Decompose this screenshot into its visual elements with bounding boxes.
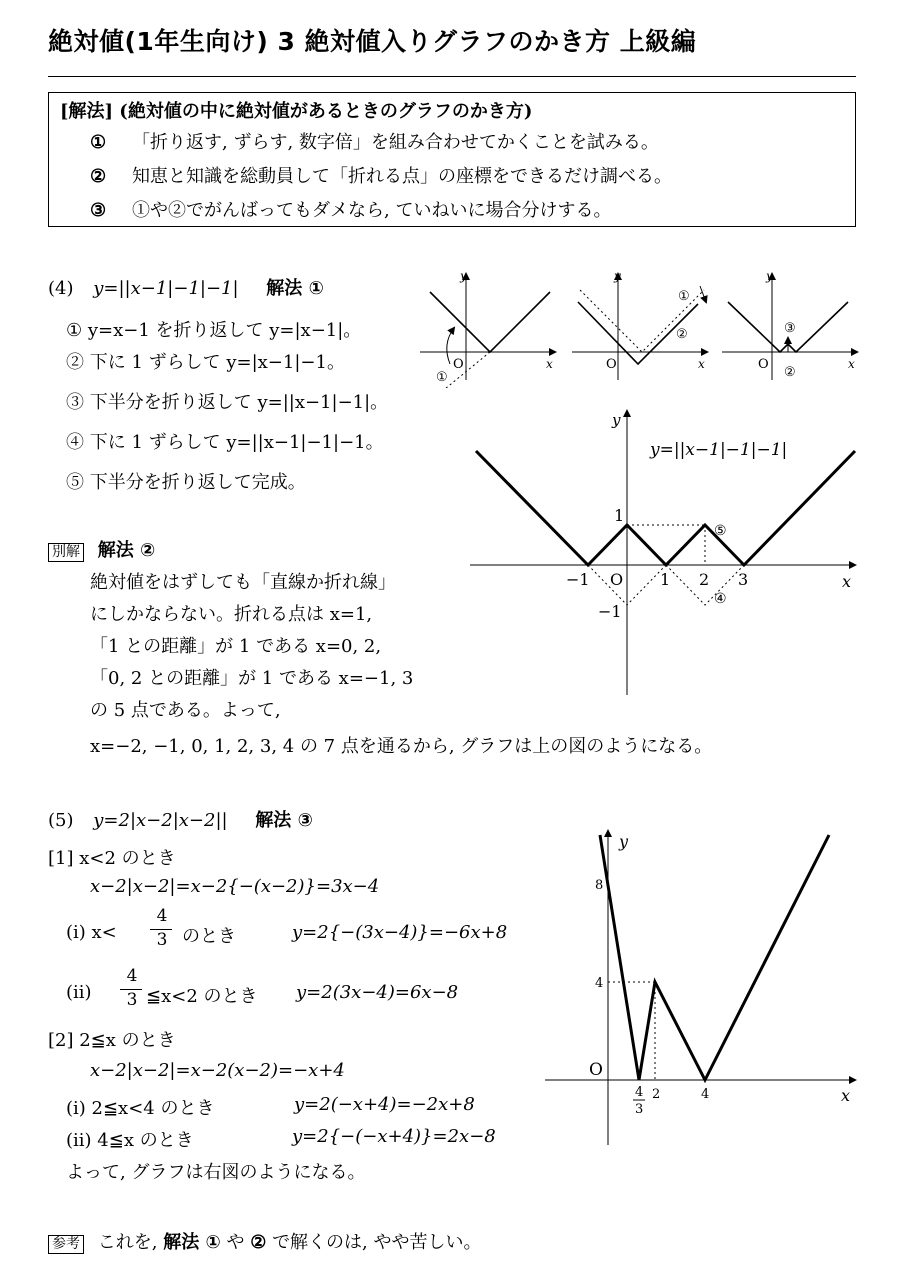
axis-y-label: y: [612, 411, 621, 429]
note: [48, 1228, 482, 1254]
case1-i-text: (i) x<: [66, 922, 117, 943]
case1-expression: x−2|x−2|=x−2{−(x−2)}=3x−4: [90, 876, 380, 897]
mark-4: ④: [714, 591, 727, 607]
case2-ii: (ii) 4≦x のとき: [66, 1130, 194, 1151]
tick-x-2: 2: [652, 1087, 661, 1102]
step-graph-2: [572, 269, 707, 380]
frac-num: 4: [156, 906, 168, 926]
mark-5: ⑤: [714, 523, 727, 539]
alt-line-1: 絶対値をはずしても「直線か折れ線」: [90, 572, 396, 593]
conclusion: よって, グラフは右図のようになる。: [66, 1162, 366, 1183]
method-item-1: [90, 128, 659, 154]
tick-y-4: 4: [595, 976, 604, 991]
method-item-2: [90, 162, 672, 188]
origin-label: O: [589, 1060, 603, 1080]
alt-line-4: 「0, 2 との距離」が 1 である x=−1, 3: [90, 668, 414, 689]
step-graphs: [420, 268, 860, 388]
note-text-a: これを,: [97, 1232, 158, 1253]
axis-x-label: x: [841, 1086, 851, 1105]
step-mark: ②: [676, 327, 688, 342]
problem4-header: [48, 274, 324, 300]
case2-i-result: y=2(−x+4)=−2x+8: [294, 1094, 475, 1115]
problem4-step-4: ④ 下に 1 ずらして y=||x−1|−1|−1。: [66, 432, 384, 453]
case1-i-tail: のとき: [182, 926, 236, 947]
problem4-label: (4): [48, 278, 74, 299]
alt-line-6: x=−2, −1, 0, 1, 2, 3, 4 の 7 点を通るから, グラフは上の図のようになる。: [90, 736, 713, 757]
tick-x-frac-num: 4: [635, 1085, 644, 1100]
problem4-equation: y=||x−1|−1|−1|: [93, 278, 239, 299]
tick-x-3: 3: [738, 570, 749, 589]
problem4-step-1: ① y=x−1 を折り返して y=|x−1|。: [66, 320, 362, 341]
note-text-e: で解くのは, やや苦しい。: [272, 1232, 482, 1253]
axis-y-label: y: [766, 269, 773, 283]
axis-x-label: x: [842, 572, 852, 591]
tick-x-1: 1: [660, 570, 671, 589]
problem4-step-3: ③ 下半分を折り返して y=||x−1|−1|。: [66, 392, 389, 413]
axis-x-label: x: [546, 357, 553, 371]
case1-i-result: y=2{−(3x−4)}=−6x+8: [292, 922, 508, 943]
origin-label: O: [758, 357, 769, 372]
method-item-text: 「折り返す, ずらす, 数字倍」を組み合わせてかくことを試みる。: [132, 132, 659, 153]
step-mark: ①: [436, 370, 448, 385]
method-item-text: 知恵と知識を総動員して「折れる点」の座標をできるだけ調べる。: [132, 166, 672, 187]
problem4-method: 解法 ①: [266, 278, 324, 299]
alt-solution-header: [48, 536, 155, 562]
problem4-graph: [470, 405, 860, 700]
graph-label: y=||x−1|−1|−1|: [650, 440, 788, 460]
tick-x-frac-den: 3: [635, 1102, 644, 1117]
problem5-equation: y=2|x−2|x−2||: [93, 810, 228, 831]
case1-heading: [1] x<2 のとき: [48, 848, 176, 869]
problem5-graph: [545, 825, 860, 1147]
case1-ii-result: y=2(3x−4)=6x−8: [296, 982, 459, 1003]
frac-den: 3: [156, 930, 168, 950]
problem4-step-5: ⑤ 下半分を折り返して完成。: [66, 472, 306, 493]
origin-label: O: [606, 357, 617, 372]
alt-line-2: にしかならない。折れる点は x=1,: [90, 604, 373, 625]
method-item-text: ①や②でがんばってもダメなら, ていねいに場合分けする。: [132, 200, 612, 221]
title-rule: [48, 76, 856, 77]
origin-label: O: [453, 357, 464, 372]
frac-den: 3: [126, 990, 138, 1010]
axis-y-label: y: [619, 832, 629, 851]
note-text-c: や: [226, 1232, 245, 1253]
problem5-method: 解法 ③: [255, 810, 313, 831]
tick-y-neg1: −1: [598, 602, 622, 621]
problem4-step-2: ② 下に 1 ずらして y=|x−1|−1。: [66, 352, 345, 373]
tick-y-8: 8: [595, 878, 604, 893]
step-mark: ③: [784, 321, 796, 336]
alt-line-3: 「1 との距離」が 1 である x=0, 2,: [90, 636, 382, 657]
tick-x-neg1: −1: [566, 570, 590, 589]
problem5-label: (5): [48, 810, 74, 831]
tick-x-2: 2: [699, 570, 710, 589]
tick-x-4: 4: [701, 1087, 710, 1102]
problem5-header: [48, 806, 313, 832]
method-item-number: ①: [90, 132, 107, 153]
step-graph-3: [722, 269, 857, 380]
note-tag: 参考: [48, 1235, 84, 1254]
axis-y-label: y: [614, 269, 621, 283]
case2-ii-result: y=2{−(−x+4)}=2x−8: [292, 1126, 496, 1147]
page-title: 絶対値(1年生向け) 3 絶対値入りグラフのかき方 上級編: [48, 27, 697, 56]
step-mark: ①: [678, 289, 690, 304]
alt-solution-method: 解法 ②: [97, 540, 156, 561]
step-mark: ②: [784, 365, 796, 380]
method-item-number: ③: [90, 200, 107, 221]
case2-heading: [2] 2≦x のとき: [48, 1030, 176, 1051]
step-graph-1: [420, 269, 555, 388]
axis-y-label: y: [460, 269, 467, 283]
case1-i-heading: [66, 922, 117, 943]
axis-x-label: x: [848, 357, 855, 371]
alt-line-5: の 5 点である。よって,: [90, 700, 281, 721]
alt-solution-tag: 別解: [48, 543, 84, 562]
case2-expression: x−2|x−2|=x−2(x−2)=−x+4: [90, 1060, 345, 1081]
axis-x-label: x: [698, 357, 705, 371]
case2-i: (i) 2≦x<4 のとき: [66, 1098, 215, 1119]
tick-origin: O: [610, 570, 624, 589]
case1-ii-tail: ≦x<2 のとき: [146, 986, 258, 1007]
method-box-heading: [解法] (絶対値の中に絶対値があるときのグラフのかき方): [60, 101, 533, 122]
note-method-2: ②: [250, 1232, 267, 1253]
tick-y-1: 1: [614, 506, 625, 525]
note-method: 解法 ①: [163, 1232, 221, 1253]
frac-num: 4: [126, 966, 138, 986]
method-item-number: ②: [90, 166, 107, 187]
case1-ii-heading: (ii): [66, 982, 92, 1003]
method-item-3: [90, 196, 611, 222]
